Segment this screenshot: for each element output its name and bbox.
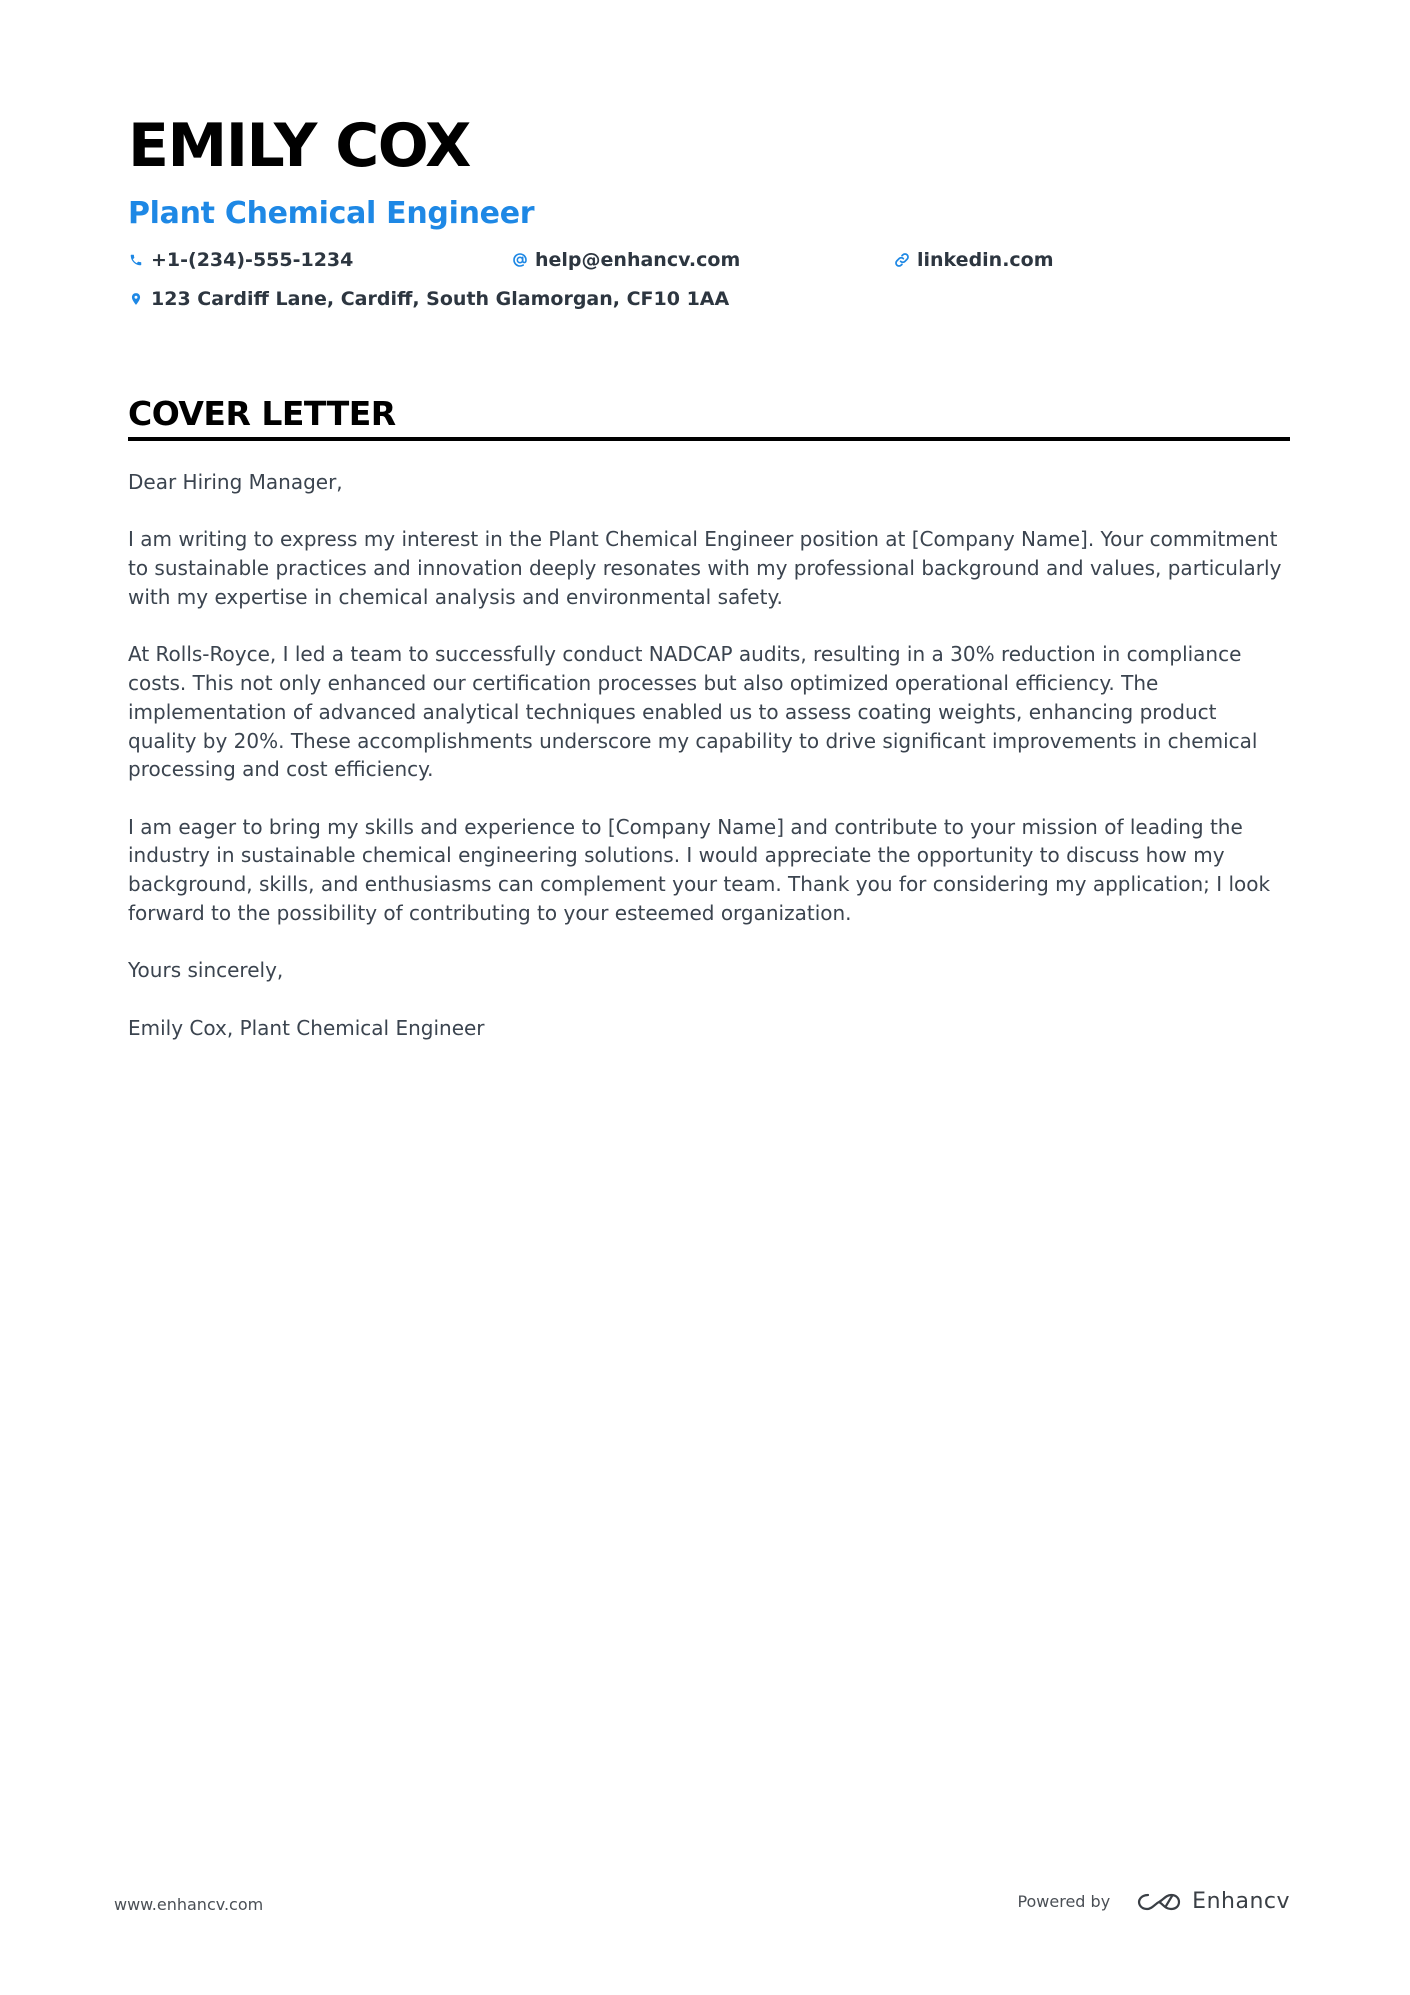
letter-signature: Emily Cox, Plant Chemical Engineer — [128, 1015, 485, 1040]
enhancv-logo-icon — [1136, 1890, 1182, 1914]
contact-address — [128, 285, 729, 313]
header — [128, 108, 1290, 326]
letter-closing: Yours sincerely, — [128, 958, 284, 983]
contact-phone — [128, 246, 353, 274]
email-value: help@enhancv.com — [535, 249, 741, 271]
letter-salutation: Dear Hiring Manager, — [128, 470, 343, 494]
footer-powered-by — [1017, 1889, 1290, 1914]
letter-paragraph: I am eager to bring my skills and experience to [Company Name] and contribute to your mission of leading the industry in sustainable chemical engineering solutions. I would appreciate the opportunity to discuss how my background, skills, and enthusiasms can complement your team. Thank you for considering my application; I look forward to the possibility of contributing to your esteemed organization. — [128, 814, 1271, 926]
contact-email[interactable] — [512, 246, 740, 274]
letter-paragraph: I am writing to express my interest in the Plant Chemical Engineer position at [Company Name]. Your commitment to sustainable practices and innovation deeply resonates with my professional background and values, particularly with my expertise in chemical analysis and environmental safety. — [128, 527, 1282, 609]
letter-paragraph: At Rolls-Royce, I led a team to successfully conduct NADCAP audits, resulting in a 30% reduction in compliance costs. This not only enhanced our certification processes but also optimized operational efficiency. The implementation of advanced analytical techniques enabled us to assess coating weights, enhancing product quality by 20%. These accomplishments underscore my capability to drive significant improvements in chemical processing and cost efficiency. — [128, 642, 1258, 782]
footer-url[interactable]: www.enhancv.com — [114, 1895, 264, 1914]
brand-name: Enhancv — [1192, 1889, 1290, 1914]
candidate-title: Plant Chemical Engineer — [128, 196, 535, 231]
section-divider — [128, 437, 1290, 441]
link-icon — [894, 252, 910, 268]
address-value: 123 Cardiff Lane, Cardiff, South Glamorgan, CF10 1AA — [151, 288, 730, 310]
contact-linkedin[interactable] — [894, 246, 1054, 274]
letter-body — [128, 468, 1290, 1071]
contact-info — [128, 246, 1290, 326]
location-pin-icon — [128, 291, 144, 307]
phone-value: +1-(234)-555-1234 — [151, 249, 354, 271]
linkedin-value: linkedin.com — [917, 249, 1054, 271]
at-icon — [512, 252, 528, 268]
candidate-name: EMILY COX — [128, 111, 470, 181]
phone-icon — [128, 252, 144, 268]
section-title: COVER LETTER — [128, 394, 396, 433]
powered-by-label: Powered by — [1017, 1892, 1111, 1911]
